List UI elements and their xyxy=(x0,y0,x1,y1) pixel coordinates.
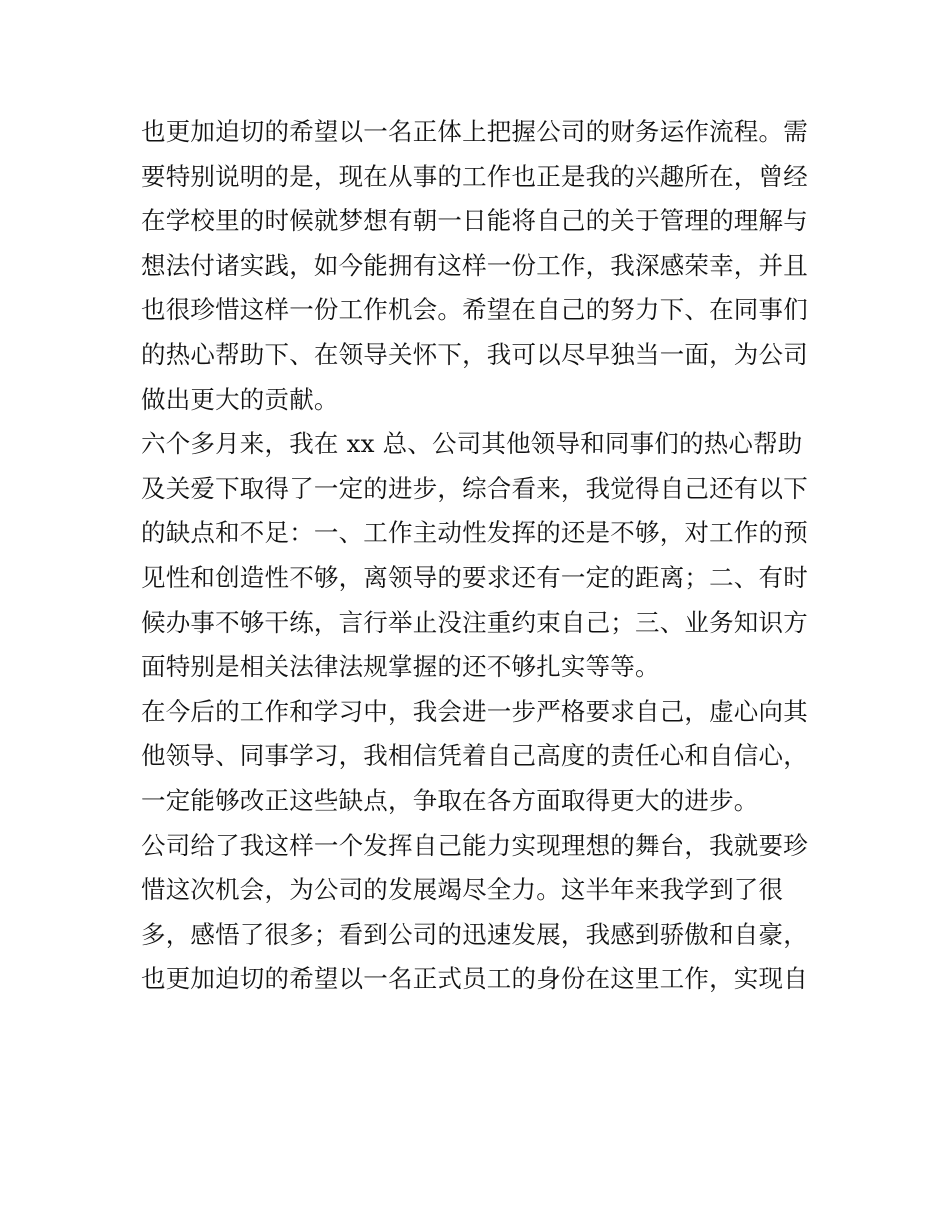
text-line: 他领导、同事学习，我相信凭着自己高度的责任心和自信心， xyxy=(141,741,808,771)
text-line: 候办事不够干练，言行举止没注重约束自己；三、业务知识方 xyxy=(141,607,808,637)
text-line: 想法付诸实践，如今能拥有这样一份工作，我深感荣幸，并且 xyxy=(141,250,808,280)
text-line: 见性和创造性不够，离领导的要求还有一定的距离；二、有时 xyxy=(141,562,808,592)
text-line: 六个多月来，我在 xx 总、公司其他领导和同事们的热心帮助 xyxy=(141,429,803,459)
text-line: 公司给了我这样一个发挥自己能力实现理想的舞台，我就要珍 xyxy=(141,830,808,860)
text-line: 也更加迫切的希望以一名正体上把握公司的财务运作流程。需 xyxy=(141,117,808,146)
text-line: 及关爱下取得了一定的进步，综合看来，我觉得自己还有以下 xyxy=(141,473,808,503)
text-line: 一定能够改正这些缺点，争取在各方面取得更大的进步。 xyxy=(141,785,759,815)
text-line: 也很珍惜这样一份工作机会。希望在自己的努力下、在同事们 xyxy=(141,295,808,325)
text-line: 面特别是相关法律法规掌握的还不够扎实等等。 xyxy=(141,652,660,682)
text-line: 要特别说明的是，现在从事的工作也正是我的兴趣所在，曾经 xyxy=(141,161,808,191)
text-line: 在学校里的时候就梦想有朝一日能将自己的关于管理的理解与 xyxy=(141,206,808,236)
document-body xyxy=(141,110,813,1002)
text-line: 在今后的工作和学习中，我会进一步严格要求自己，虚心向其 xyxy=(141,696,808,726)
text-line: 做出更大的贡献。 xyxy=(141,384,339,414)
text-line: 的缺点和不足：一、工作主动性发挥的还是不够，对工作的预 xyxy=(141,518,808,548)
text-line: 多，感悟了很多；看到公司的迅速发展，我感到骄傲和自豪， xyxy=(141,919,808,949)
text-line: 惜这次机会，为公司的发展竭尽全力。这半年来我学到了很 xyxy=(141,875,784,905)
text-line: 也更加迫切的希望以一名正式员工的身份在这里工作，实现自 xyxy=(141,964,808,994)
text-line: 的热心帮助下、在领导关怀下，我可以尽早独当一面，为公司 xyxy=(141,339,808,369)
